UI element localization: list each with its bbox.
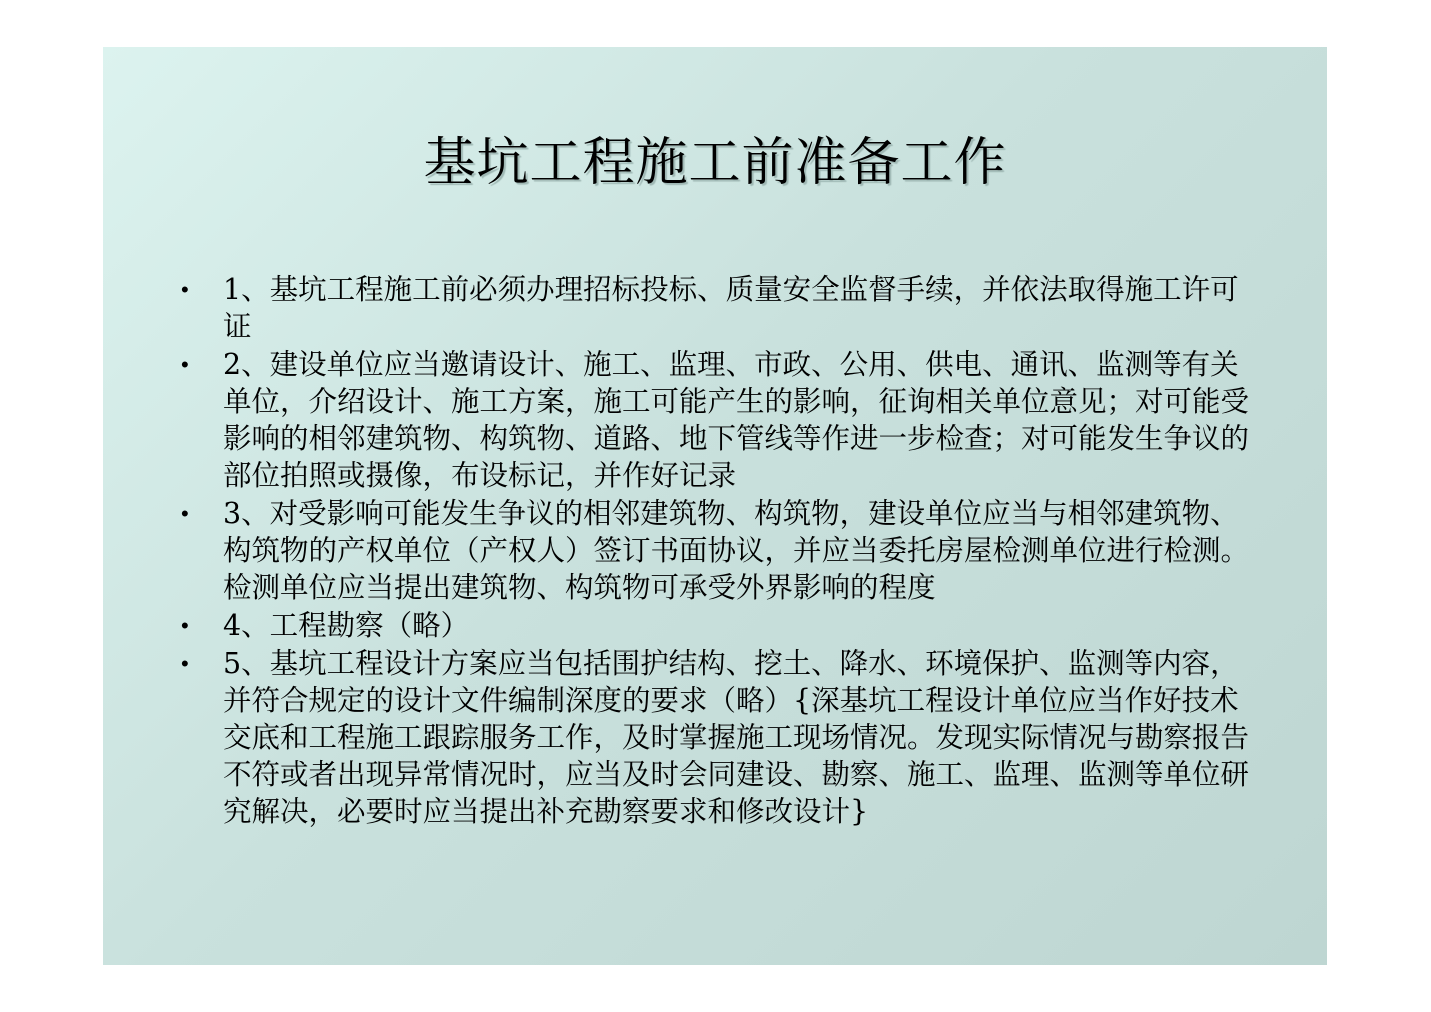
bullet-dot-icon: • [181,277,189,302]
bullet-text-1: 1、基坑工程施工前必须办理招标投标、质量安全监督手续，并依法取得施工许可证 [223,273,1239,343]
bullet-text-4: 4、工程勘察（略） [223,609,470,642]
bullet-dot-icon: • [181,501,189,526]
bullet-dot-icon: • [181,352,189,377]
slide [103,47,1327,965]
bullet-item-4 [181,607,1261,644]
bullet-item-1 [181,271,1261,345]
slide-title: 基坑工程施工前准备工作 [423,133,1007,193]
bullet-dot-icon: • [181,613,189,638]
bullet-item-2 [181,346,1261,494]
bullet-text-2: 2、建设单位应当邀请设计、施工、监理、市政、公用、供电、通讯、监测等有关单位，介绍设计、施工方案，施工可能产生的影响，征询相关单位意见；对可能受影响的相邻建筑物、构筑物、道路、地下管线等作进一步检查；对可能发生争议的部位拍照或摄像，布设标记，并作好记录 [223,348,1250,492]
bullet-list [181,271,1261,831]
bullet-dot-icon: • [181,651,189,676]
bullet-text-5: 5、基坑工程设计方案应当包括围护结构、挖土、降水、环境保护、监测等内容，并符合规定的设计文件编制深度的要求（略）{深基坑工程设计单位应当作好技术交底和工程施工跟踪服务工作，及时掌握施工现场情况。发现实际情况与勘察报告不符或者出现异常情况时，应当及时会同建设、勘察、施工、监理、监测等单位研究解决，必要时应当提出补充勘察要求和修改设计} [223,647,1250,828]
bullet-item-5 [181,645,1261,830]
bullet-item-3 [181,495,1261,606]
bullet-text-3: 3、对受影响可能发生争议的相邻建筑物、构筑物，建设单位应当与相邻建筑物、构筑物的产权单位（产权人）签订书面协议，并应当委托房屋检测单位进行检测。检测单位应当提出建筑物、构筑物可承受外界影响的程度 [223,497,1250,604]
